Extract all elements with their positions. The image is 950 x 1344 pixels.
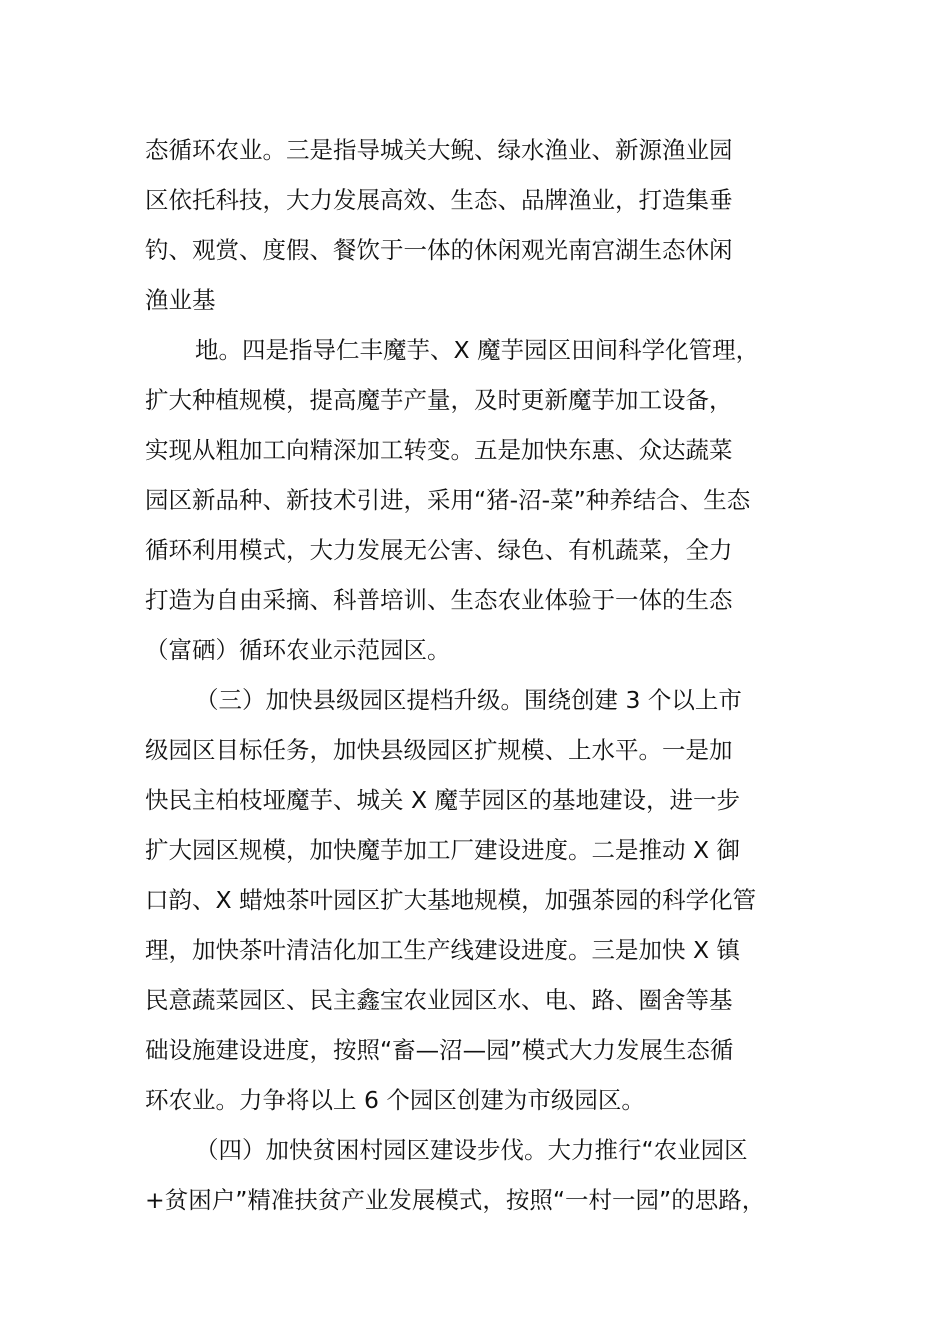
text-line: 打造为自由采摘、科普培训、生态农业体验于一体的生态 (145, 586, 733, 614)
body-text (145, 125, 825, 1225)
text-line: 口韵、X 蜡烛茶叶园区扩大基地规模，加强茶园的科学化管 (145, 886, 757, 914)
text-line: 民意蔬菜园区、民主鑫宝农业园区水、电、路、圈舍等基 (145, 986, 733, 1014)
text-line: 地。四是指导仁丰魔芋、X 魔芋园区田间科学化管理， (195, 336, 760, 364)
text-line: （三）加快县级园区提档升级。围绕创建 3 个以上市 (195, 686, 742, 714)
text-line: （四）加快贫困村园区建设步伐。大力推行“农业园区 (195, 1136, 748, 1164)
text-line: 实现从粗加工向精深加工转变。五是加快东惠、众达蔬菜 (145, 436, 733, 464)
text-line: 钓、观赏、度假、餐饮于一体的休闲观光南宫湖生态休闲 (145, 236, 733, 264)
text-line: 级园区目标任务，加快县级园区扩规模、上水平。一是加 (145, 736, 733, 764)
text-line: 扩大种植规模，提高魔芋产量，及时更新魔芋加工设备， (145, 386, 733, 414)
text-line: （富硒）循环农业示范园区。 (145, 636, 451, 664)
text-line: 环农业。力争将以上 6 个园区创建为市级园区。 (145, 1086, 645, 1114)
text-line: 理，加快茶叶清洁化加工生产线建设进度。三是加快 X 镇 (145, 936, 741, 964)
text-line: 园区新品种、新技术引进，采用“猪-沼-菜”种养结合、生态 (145, 486, 751, 514)
text-line: 态循环农业。三是指导城关大鲵、绿水渔业、新源渔业园 (145, 136, 733, 164)
text-line: 快民主柏枝垭魔芋、城关 X 魔芋园区的基地建设，进一步 (145, 786, 741, 814)
text-line: 区依托科技，大力发展高效、生态、品牌渔业，打造集垂 (145, 186, 733, 214)
text-line: 扩大园区规模，加快魔芋加工厂建设进度。二是推动 X 御 (145, 836, 741, 864)
text-line: 渔业基 (145, 286, 216, 314)
text-line: 循环利用模式，大力发展无公害、绿色、有机蔬菜，全力 (145, 536, 733, 564)
text-line: +贫困户”精准扶贫产业发展模式，按照“一村一园”的思路， (145, 1186, 766, 1214)
text-line: 础设施建设进度，按照“畜—沼—园”模式大力发展生态循 (145, 1036, 734, 1064)
